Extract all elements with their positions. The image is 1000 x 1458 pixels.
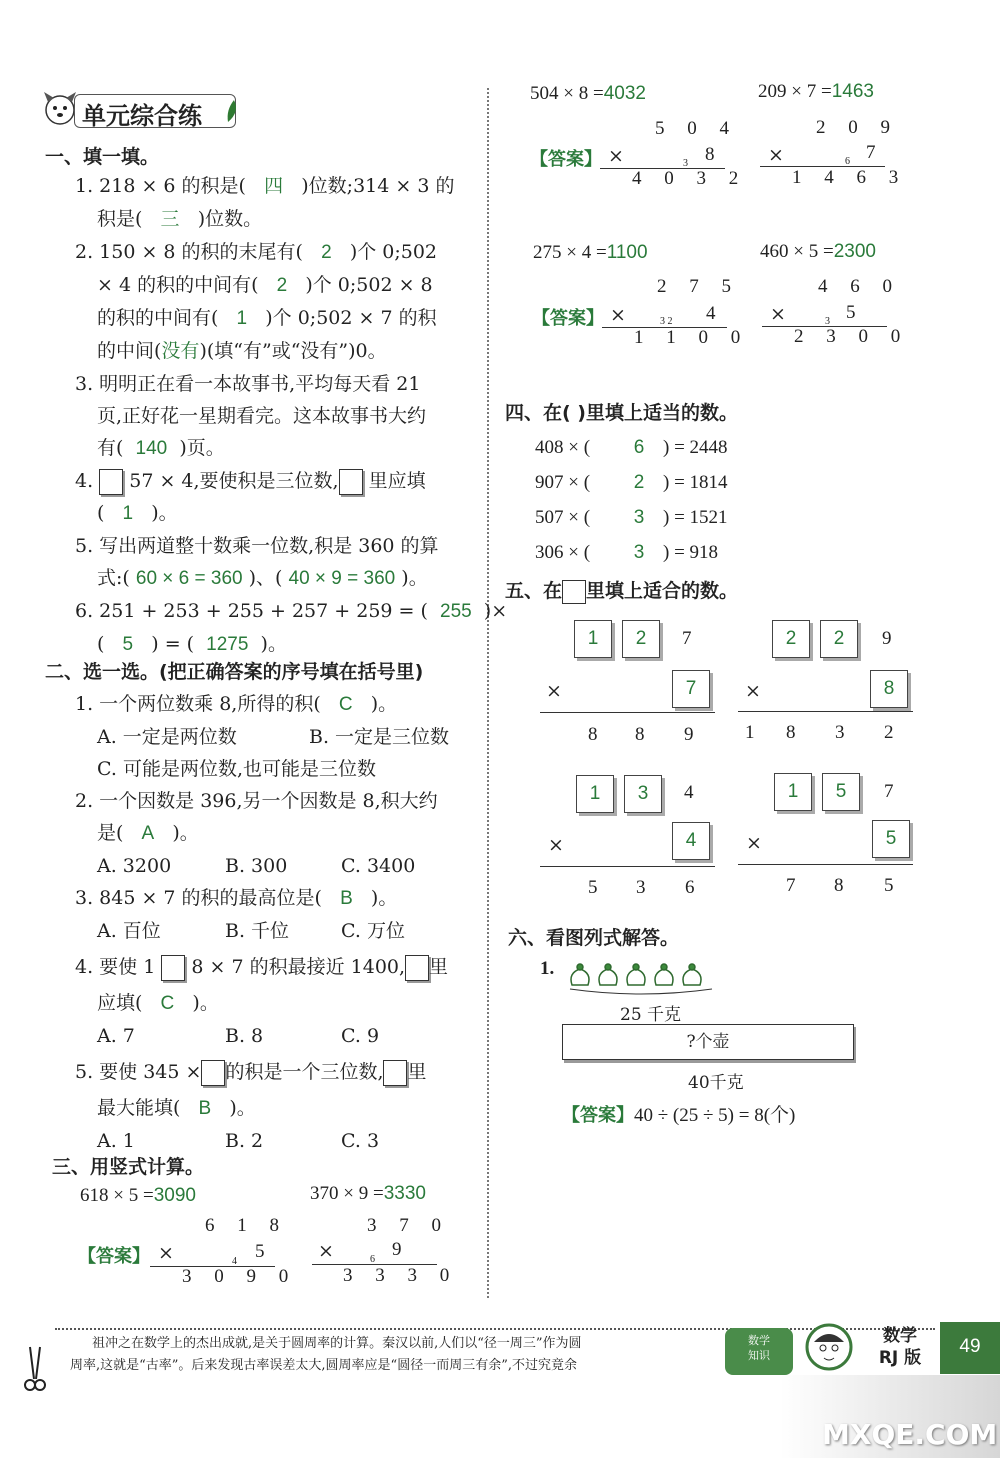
footer-rule bbox=[55, 1328, 935, 1330]
calc-carry: 6 bbox=[370, 1254, 375, 1265]
result-digit: 8 bbox=[834, 875, 844, 896]
calc-expression: 275 × 4 =1100 bbox=[533, 242, 648, 263]
result-digit: 8 bbox=[588, 724, 598, 745]
edition-label: 数学 RJ 版 bbox=[878, 1326, 922, 1368]
answer-tag: 【答案】 bbox=[78, 1246, 150, 1267]
digit-box: 2 bbox=[772, 620, 810, 658]
section-4-body bbox=[535, 430, 728, 570]
result-digit: 5 bbox=[884, 875, 894, 896]
digit-box: 8 bbox=[870, 670, 908, 708]
digit: 7 bbox=[682, 628, 692, 649]
calc-line bbox=[540, 712, 715, 713]
calc-expression: 209 × 7 =1463 bbox=[758, 81, 874, 102]
section-5-heading: 五、在 里填上适合的数。 bbox=[505, 580, 739, 602]
digit-box: 2 bbox=[622, 620, 660, 658]
answer-tag: 【答案】 bbox=[530, 149, 602, 170]
result-digit: 3 bbox=[835, 722, 845, 743]
digit-box: 4 bbox=[672, 822, 710, 860]
fill-row: 306 × ( 3 ) = 918 bbox=[535, 542, 719, 563]
section-6-heading: 六、看图列式解答。 bbox=[508, 927, 680, 949]
section-2-body: 1. 一个两位数乘 8,所得的积( C )。 A. 一定是两位数 B. 一定是三位数 C. 可能是两位数,也可能是三位数 2. 一个因数是 396,另一个因数是 8,积大约 是( A )。 A. 3200 B. 300 C. 3400 3. 845 × 7 的积的最高位是( B )。 A. 百位 B. 千位 C. 万位 4. 要使 1 8 × 7 的积最接近 1400, 里 应填( C )。 A. 7 B. 8 C. 9 5. 要使 345 × 的积是一个三位数, 里 最大能填( B )。 A. 1 B. 2 C. 3 bbox=[75, 693, 450, 1152]
leaf-icon bbox=[226, 98, 242, 124]
digit-box: 7 bbox=[672, 670, 710, 708]
digit: 4 bbox=[684, 782, 694, 803]
calc-carry: 4 bbox=[232, 1256, 237, 1267]
digit-box: 3 bbox=[624, 775, 662, 813]
calc-carry: 3 bbox=[683, 158, 688, 169]
blank-box bbox=[339, 469, 363, 495]
calc-line bbox=[738, 711, 913, 712]
digit-box: 1 bbox=[574, 620, 612, 658]
section-2-heading: 二、选一选。(把正确答案的序号填在括号里) bbox=[45, 661, 424, 683]
times-sign: × bbox=[746, 832, 762, 854]
calc-result: 4 0 3 2 bbox=[632, 168, 748, 189]
times-sign: × bbox=[770, 303, 786, 325]
blank-box bbox=[201, 1060, 225, 1086]
boy-avatar-icon bbox=[804, 1322, 854, 1372]
digit-box: 1 bbox=[774, 773, 812, 811]
digit-box: 5 bbox=[822, 773, 860, 811]
result-digit: 7 bbox=[786, 875, 796, 896]
result-digit: 6 bbox=[685, 877, 695, 898]
unknown-box: ?个壶 bbox=[562, 1024, 854, 1060]
page-title: 单元综合练 bbox=[82, 102, 202, 130]
calc-top: 4 6 0 bbox=[818, 276, 901, 297]
calc-top: 6 1 8 bbox=[205, 1215, 288, 1236]
calc-multiplier: 5 bbox=[846, 302, 856, 323]
calc-top: 5 0 4 bbox=[655, 118, 738, 139]
calc-multiplier: 5 bbox=[255, 1241, 265, 1262]
knowledge-badge: 数学 知识 bbox=[725, 1328, 793, 1375]
times-sign: × bbox=[548, 834, 564, 856]
calc-result: 1 4 6 3 bbox=[792, 167, 908, 188]
answer-line: 【答案】40 ÷ (25 ÷ 5) = 8(个) bbox=[562, 1105, 796, 1126]
footer-note: 祖冲之在数学上的杰出成就,是关于圆周率的计算。秦汉以前,人们以“径一周三”作为圆 周率,这就是“古率”。后来发现古率误差太大,圆周率应是“圆径一而周三有余”,不过究竟余 bbox=[70, 1336, 582, 1373]
section-4-heading: 四、在( )里填上适当的数。 bbox=[505, 402, 738, 424]
result-digit: 5 bbox=[588, 877, 598, 898]
blank-box bbox=[405, 955, 429, 981]
blank-box bbox=[383, 1060, 407, 1086]
result-digit: 8 bbox=[635, 724, 645, 745]
calc-line bbox=[738, 864, 913, 865]
fill-row: 907 × ( 2 ) = 1814 bbox=[535, 472, 728, 493]
digit: 9 bbox=[882, 628, 892, 649]
digit-box: 1 bbox=[576, 775, 614, 813]
digit: 7 bbox=[884, 781, 894, 802]
calc-expression: 618 × 5 =3090 bbox=[80, 1185, 196, 1206]
digit-box: 2 bbox=[820, 620, 858, 658]
result-digit: 3 bbox=[636, 877, 646, 898]
fill-row: 507 × ( 3 ) = 1521 bbox=[535, 507, 728, 528]
kettles-icon bbox=[566, 955, 716, 995]
result-digit: 2 bbox=[884, 722, 894, 743]
calc-expression: 370 × 9 =3330 bbox=[310, 1183, 426, 1204]
blank-box bbox=[99, 469, 123, 495]
weight-label: 40千克 bbox=[688, 1073, 744, 1093]
question-number: 1. bbox=[540, 958, 555, 979]
calc-result: 3 0 9 0 bbox=[182, 1266, 298, 1287]
calc-result: 3 3 3 0 bbox=[343, 1265, 459, 1286]
result-digit: 8 bbox=[786, 722, 796, 743]
times-sign: × bbox=[158, 1242, 174, 1264]
times-sign: × bbox=[318, 1240, 334, 1262]
times-sign: × bbox=[546, 680, 562, 702]
page-number: 49 bbox=[940, 1322, 1000, 1374]
times-sign: × bbox=[768, 144, 784, 166]
calc-result: 2 3 0 0 bbox=[794, 326, 910, 347]
answer-tag: 【答案】 bbox=[532, 308, 604, 329]
calc-expression: 460 × 5 =2300 bbox=[760, 241, 876, 262]
digit-box: 5 bbox=[872, 820, 910, 858]
fill-row: 408 × ( 6 ) = 2448 bbox=[535, 437, 728, 458]
calc-expression: 504 × 8 =4032 bbox=[530, 83, 646, 104]
calc-carry: 6 bbox=[845, 156, 850, 167]
calc-multiplier: 9 bbox=[392, 1239, 402, 1260]
calc-multiplier: 7 bbox=[866, 142, 876, 163]
calc-top: 2 7 5 bbox=[657, 276, 740, 297]
times-sign: × bbox=[608, 145, 624, 167]
watermark: MXQE.COM bbox=[822, 1418, 998, 1451]
times-sign: × bbox=[610, 304, 626, 326]
calc-multiplier: 4 bbox=[706, 303, 716, 324]
section-1-body: 1. 218 × 6 的积是( 四 )位数;314 × 3 的 积是( 三 )位数。 2. 150 × 8 的积的末尾有( 2 )个 0;502 × 4 的积的中间有( 2 )个 0;502 × 8 的积的中间有( 1 )个 0;502 × 7 的积 的中间(没有)(填“有”或“没有”)0。 3. 明明正在看一本故事书,平均每天看 21 页,正好花一星期看完。这本故事书大约 有( 140 )页。 4. 57 × 4,要使积是三位数, 里应填 ( 1 )。 5. 写出两道整十数乘一位数,积是 360 的算 式:( 60 × 6 = 360 )、( 40 × 9 = 360 )。 6. 251 + 253 + 255 + 257 + 259 = ( 255 )× ( 5 ) = ( 1275 )。 bbox=[75, 175, 508, 655]
calc-top: 3 7 0 bbox=[367, 1215, 450, 1236]
title-banner bbox=[40, 88, 235, 130]
calc-carry: 3 2 bbox=[660, 316, 673, 327]
calc-multiplier: 8 bbox=[705, 144, 715, 165]
blank-box bbox=[562, 580, 586, 604]
blank-box bbox=[161, 955, 185, 981]
section-1-heading: 一、填一填。 bbox=[45, 146, 160, 168]
calc-result: 1 1 0 0 bbox=[634, 327, 750, 348]
section-3-heading: 三、用竖式计算。 bbox=[52, 1156, 205, 1178]
scissors-icon bbox=[20, 1345, 50, 1395]
calc-carry: 3 bbox=[825, 316, 830, 327]
result-digit: 1 bbox=[745, 722, 755, 743]
result-digit: 9 bbox=[684, 724, 694, 745]
times-sign: × bbox=[745, 680, 761, 702]
calc-top: 2 0 9 bbox=[816, 117, 899, 138]
calc-line bbox=[540, 866, 715, 867]
weight-label: 25 千克 bbox=[620, 1005, 682, 1025]
